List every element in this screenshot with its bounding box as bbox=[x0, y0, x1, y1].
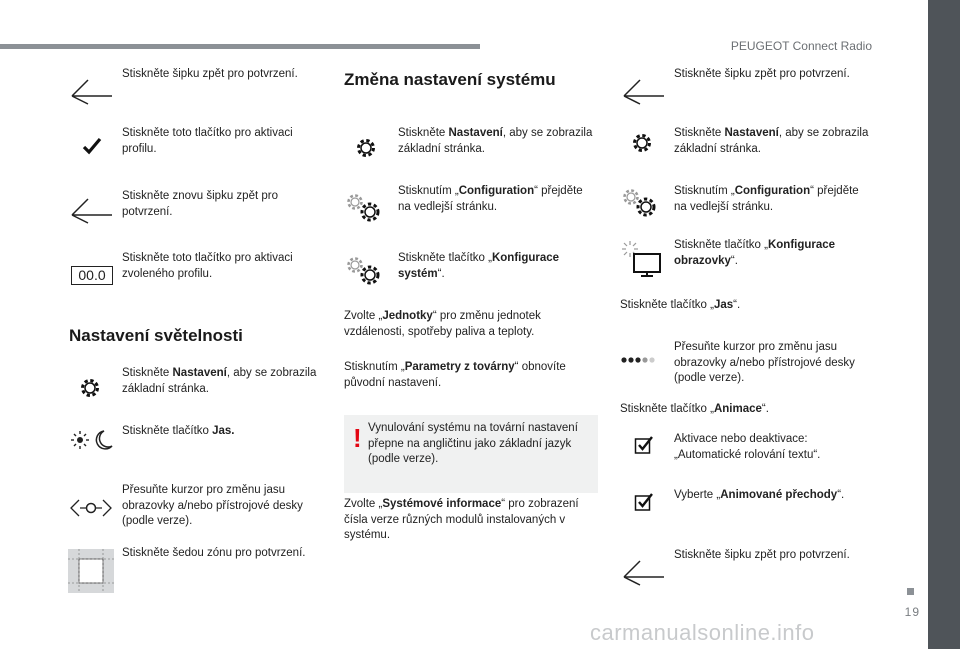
col3-final-text: Stiskněte šipku zpět pro potvrzení. bbox=[674, 549, 850, 561]
gear-icon bbox=[354, 136, 378, 160]
section-heading-light: Nastavení světelnosti bbox=[69, 326, 243, 345]
col2-para-info: Zvolte „Systémové informace“ pro zobrazení čísla verze různých modulů instalovaných v systému. bbox=[344, 498, 579, 542]
checkmark-icon bbox=[82, 136, 102, 156]
back-arrow-icon bbox=[620, 76, 666, 106]
section-heading-system: Změna nastavení systému bbox=[344, 70, 556, 89]
col2-para-units: Zvolte „Jednotky“ pro změnu jednotek vzdálenosti, spotřeby paliva a teploty. bbox=[344, 310, 541, 338]
profile-value-icon: 00.0 bbox=[71, 266, 113, 285]
col3-text-3: Stisknutím „Configuration“ přejděte na vedlejší stránku. bbox=[674, 185, 859, 213]
right-sidebar-strip bbox=[928, 0, 960, 649]
col1-text-1: Stiskněte šipku zpět pro potvrzení. bbox=[122, 68, 298, 80]
back-arrow-icon bbox=[68, 195, 114, 225]
warning-mark: ! bbox=[353, 423, 362, 453]
double-gear-icon bbox=[344, 254, 386, 288]
gear-icon bbox=[78, 376, 102, 400]
col2-text-1: Stiskněte Nastavení, aby se zobrazila základní stránka. bbox=[398, 127, 593, 155]
col3-text-4: Stiskněte tlačítko „Konfigurace obrazovky“. bbox=[674, 239, 836, 267]
col3-vyberte: Vyberte „Animované přechody“. bbox=[674, 489, 845, 501]
brand-header: PEUGEOT Connect Radio bbox=[730, 39, 872, 53]
dots-slider-icon bbox=[620, 354, 660, 366]
warning-note bbox=[344, 415, 598, 493]
col2-text-3: Stiskněte tlačítko „Konfigurace systém“. bbox=[398, 252, 560, 280]
col1-text-3: Stiskněte znovu šipku zpět pro potvrzení. bbox=[122, 190, 278, 218]
col3-text-1: Stiskněte šipku zpět pro potvrzení. bbox=[674, 68, 850, 80]
col1-text-4: Stiskněte toto tlačítko pro aktivaci zvoleného profilu. bbox=[122, 252, 293, 280]
screen-brightness-icon bbox=[620, 240, 664, 280]
col3-jas: Stiskněte tlačítko „Jas“. bbox=[620, 299, 741, 311]
double-gear-icon bbox=[620, 186, 662, 220]
gear-icon bbox=[630, 131, 654, 155]
back-arrow-icon bbox=[620, 557, 666, 587]
col1-light-1: Stiskněte Nastavení, aby se zobrazila základní stránka. bbox=[122, 367, 317, 395]
page-number: 19 bbox=[904, 605, 920, 619]
col1-light-4: Stiskněte šedou zónu pro potvrzení. bbox=[122, 547, 306, 559]
col1-light-3: Přesuňte kurzor pro změnu jasu obrazovky a/nebo přístrojové desky (podle verze). bbox=[122, 484, 303, 528]
col3-animace: Stiskněte tlačítko „Animace“. bbox=[620, 403, 769, 415]
col2-text-2: Stisknutím „Configuration“ přejděte na vedlejší stránku. bbox=[398, 185, 583, 213]
top-divider-bar bbox=[0, 44, 480, 49]
slider-icon bbox=[68, 496, 114, 520]
watermark: carmanualsonline.info bbox=[590, 620, 815, 645]
back-arrow-icon bbox=[68, 76, 114, 106]
checkbox-checked-icon bbox=[634, 492, 654, 512]
col1-light-2: Stiskněte tlačítko Jas. bbox=[122, 425, 235, 437]
col1-text-2: Stiskněte toto tlačítko pro aktivaci profilu. bbox=[122, 127, 293, 155]
col3-slider-text: Přesuňte kurzor pro změnu jasu obrazovky a/nebo přístrojové desky (podle verze). bbox=[674, 341, 855, 385]
brightness-moon-icon bbox=[70, 428, 114, 452]
double-gear-icon bbox=[344, 191, 386, 225]
page-marker bbox=[907, 588, 914, 595]
grey-zone-icon bbox=[68, 549, 114, 593]
warning-note-text: Vynulování systému na tovární nastavení přepne na angličtinu jako základní jazyk (podle verze). bbox=[368, 422, 578, 466]
checkbox-checked-icon bbox=[634, 435, 654, 455]
col3-text-2: Stiskněte Nastavení, aby se zobrazila základní stránka. bbox=[674, 127, 869, 155]
col3-activate-text: Aktivace nebo deaktivace: „Automatické rolování textu“. bbox=[674, 433, 821, 461]
col2-para-factory: Stisknutím „Parametry z továrny“ obnovíte původní nastavení. bbox=[344, 361, 566, 389]
